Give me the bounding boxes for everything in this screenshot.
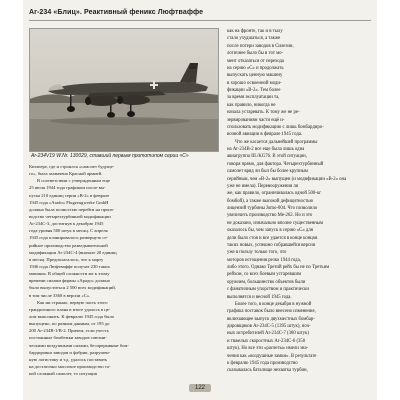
paragraph: Более того, в конце декабря в нужной графика поставок было внесено изменение, включающее выпуск двухместных бомбар- дировщиков Ar-234C-5 (1395 штук), ноч- ных истребителей Ar-234C-7 (380 штук) и тяжелых скоростных Ar-234C-6 (350 штук). Но все эти «расчеты» имели зна- чения как «воздушные замки». В результате к февралю 1945 года производство сказывалась баталище нехватка турбин, [227,301,317,374]
paragraph: Кюппере, где и строился «самолет будуще- го», была захвачена Красной армией. [29,165,115,178]
aircraft-photo-image [30,29,218,151]
page-footer [23,382,377,394]
running-title: Ar-234 «Блиц». Реактивный феникс Люфтваффе [29,8,204,16]
book-page [23,0,377,400]
aircraft-photo [29,28,219,152]
paragraph: В соответствии с утвержденным еще 25 июля 1944 года графиком после вы- пуска 210 единиц серии «В-2» в феврале 1945 года «Arado» Flugzeugwerke GmbH должна была полностью перейти на произ- водство четырехтурбинной модификации Аr-234С-3, достигнув к декабрю 1945 года уровня 500 штук в месяц. С апреля 1945 года планировалось развернуть се- рийное производство разведывательной модификации Ar-234С-4 (вначале 20 единиц в месяц. Предполагалось, что к марту 1946 года Люфтваффе получат 230 таких машины. В общей сложности же к этому времени силами фирмы «Арадо» должно было выпуститься 2 500 всех модификаций, в том числе 3360 в версии «С». [29,179,117,299]
paragraph: Что же касается дальнейшей программы на Ar-234B-2 все еще была лишь одна авиагруппа III./KG76. В этой ситуации, говоря прямо, для фактора. Четырехтурбинный самолет вряд ли был бы более крупным серийным, чем «В-2» выпущен (и модификации «В-2» она уже не имела). Перевооружения ли же, как правило, ограничивалась одной 500-кг бомбой), а также высокой дефицитностью лицензий турбины Jumo-004. Что позволило увеличить производство Ме-262. Но и это не доказано, изначально вполне существенным оказалось бы, чем запуск в серию «С» для дели было стоя и все удается в конце концов таких новых, успешно собравшейся версии уже в пользу только того, что моторов истощения резко 1944 года, либо этого. Однако Третий рейх бы не по Третьим рейхом, со всех боевым устаревшим оружием, большинство объектов были с фанатичным упорством и практически выполнятся и весной 1945 года. [227,139,347,300]
paragraph: как на фронте, так и в тылу стало ухудшаться, а также после потери заводов в Силезии, логичнее было бы в тот мо- мент отказаться от перехода на серию «С» и продолжать выпускать ценную машину в хорошо освоенной моди- фикации «В-2». Тем более за время эксплуатации та, как правило, никогда не начала устаревать. К тому же не ре- зервированиям части ещё и- спользовать модификацию с лишь бомбардиро- вочной авиации в феврале 1945 года. [227,29,324,138]
page-number: 122 [189,384,211,392]
figure-caption: Ar-234V19 W.Nr. 130029, ставший первым прототипом серии «С» [31,153,189,159]
paragraph: Как ни странно, первую часть этого грандиозного плана в итоге удалось в це- лом выполнить. К февралю 1945 года было выпущено, по разным данным, от 195 до 200 Ar-234B-1/В-2. Причем, если учесть постоянные бомбежки заводов союзни- ческими воздушными силами, беспрерывные бом- бардировки заводов и фабрик, разрушен- ную логистику и т.д. удалось поставить на достаточно массовое производство та- кой сложный самолет, то ситуация [29,300,129,378]
right-text-column [227,28,369,375]
running-header [29,4,371,21]
left-text-column [29,164,191,378]
